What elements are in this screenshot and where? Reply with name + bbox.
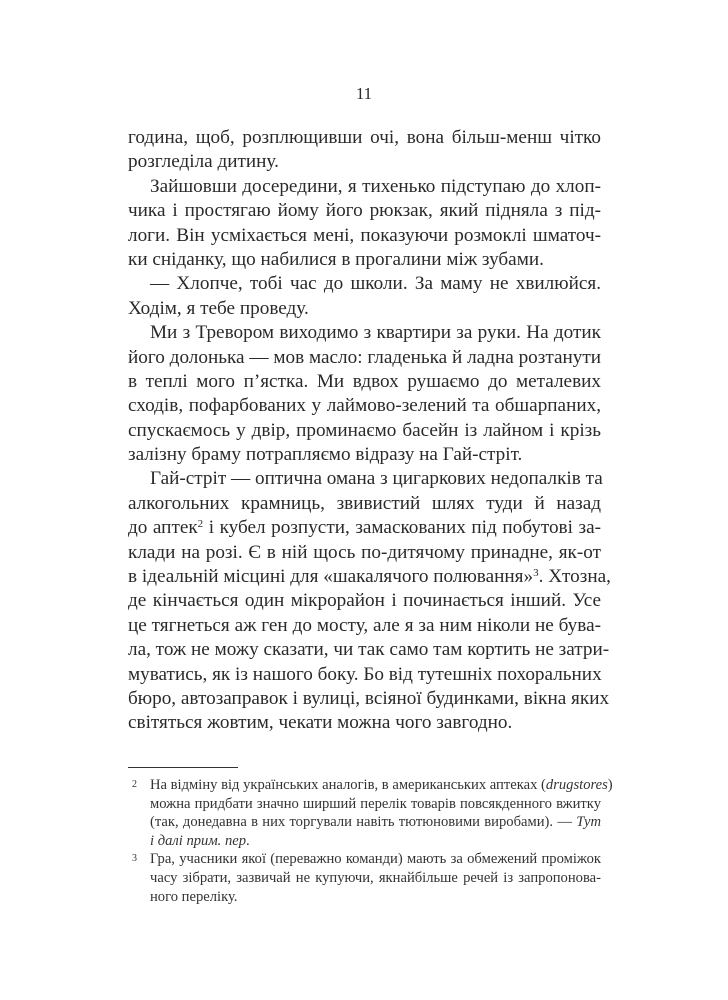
text-segment: спускаємось у двір, проминаємо басейн із лайном і крізь	[128, 419, 601, 441]
text-line	[128, 394, 601, 418]
text-segment: в теплі мого п’ястка. Ми вдвох рушаємо до металевих	[128, 370, 601, 392]
text-line	[128, 492, 601, 516]
text-line	[128, 224, 601, 248]
text-segment: клади на розі. Є в ній щось по-дитячому принадне, як-от	[128, 541, 601, 563]
text-line	[128, 638, 610, 662]
text-line	[128, 711, 601, 735]
footnote-line	[150, 776, 613, 795]
text-line	[128, 272, 601, 296]
text-segment: розгледіла дитину.	[128, 151, 279, 173]
text-segment: Ходім, я тебе проведу.	[128, 297, 309, 319]
footnote-ref[interactable]: 2	[197, 518, 204, 531]
text-segment: Ми з Тревором виходимо з квартири за руки. На дотик	[150, 322, 601, 344]
text-line	[128, 443, 601, 467]
footnote-number: 3	[132, 853, 137, 865]
paragraph	[128, 175, 601, 273]
text-segment: логи. Він усміхається мені, показуючи розмоклі шматоч-	[128, 224, 601, 246]
text-line	[128, 663, 601, 687]
text-segment: Гай-стріт — оптична омана з цигаркових недопалків та	[150, 468, 603, 490]
text-segment: це тягнеться аж ген до мосту, але я за ним ніколи не бува-	[128, 614, 601, 636]
text-segment: ки сніданку, що набилися в прогалини між зубами.	[128, 248, 544, 270]
text-line	[128, 150, 601, 174]
text-line	[128, 126, 601, 150]
paragraph	[128, 467, 611, 735]
text-segment: в ідеальній місцині для «шакалячого полювання»	[128, 566, 534, 588]
text-segment: Зайшовши досередини, я тихенько підступаю до хлоп-	[150, 175, 601, 197]
footnote-line	[150, 813, 601, 832]
footnote-line	[150, 888, 601, 907]
page-number: 11	[355, 84, 373, 103]
text-segment: ла, тож не можу сказати, чи так само там кортить не затри-	[128, 639, 610, 661]
text-line	[128, 541, 601, 565]
text-segment: . Хтозна,	[538, 566, 611, 588]
footnote-line	[150, 832, 601, 851]
italic-text: Тут	[576, 814, 601, 831]
text-segment: бюро, автозаправок і вулиці, всіяної будинками, вікна яких	[128, 687, 610, 709]
footnotes	[128, 776, 613, 906]
footnote-line	[150, 869, 601, 888]
text-segment: година, щоб, розплющивши очі, вона більш-менш чітко	[128, 127, 601, 148]
text-segment: до аптек	[128, 517, 198, 539]
italic-text: drugstores	[545, 777, 608, 793]
text-line	[128, 370, 601, 394]
text-segment: Гра, учасники якої (переважно команди) мають за обмежений проміжок	[150, 851, 601, 868]
text-line	[128, 687, 610, 711]
italic-text: і далі прим. пер	[150, 832, 247, 849]
footnote-divider	[128, 767, 238, 768]
text-line	[128, 614, 601, 638]
text-segment: )	[607, 777, 613, 793]
text-segment: світяться жовтим, чекати можна чого завгодно.	[128, 712, 513, 734]
body-text	[128, 126, 611, 736]
text-line	[128, 516, 601, 540]
paragraph	[128, 321, 601, 467]
text-segment: його долонька — мов масло: гладенька й ладна розтанути	[128, 346, 601, 368]
text-segment: чика і простягаю йому його рюкзак, який підняла з під-	[128, 200, 601, 222]
text-line	[128, 175, 601, 199]
footnote-line	[150, 795, 601, 814]
text-line	[128, 419, 601, 443]
text-line	[128, 589, 601, 613]
paragraph	[128, 126, 601, 175]
text-segment: .	[246, 832, 250, 849]
text-segment: залізну браму потрапляємо відразу на Гай-стріт.	[128, 444, 523, 466]
text-segment: алкогольних крамниць, звивистий шлях туди й назад	[128, 492, 601, 514]
footnote-ref[interactable]: 3	[533, 567, 539, 580]
text-segment: муватись, як із нашого боку. Бо від тутешніх похоральних	[128, 663, 602, 685]
footnote-number: 2	[132, 779, 137, 790]
text-line	[128, 199, 601, 223]
text-line	[128, 321, 601, 345]
paragraph	[128, 272, 601, 321]
text-segment: сходів, пофарбованих у лаймово-зелений та обшарпаних,	[128, 395, 601, 417]
text-segment: ного переліку.	[150, 888, 238, 905]
text-segment: де кінчається один мікрорайон і починається інший. Усе	[128, 590, 601, 612]
footnote	[128, 776, 613, 850]
text-segment: і кубел розпусти, замаскованих під побутові за-	[203, 517, 601, 539]
text-line	[128, 346, 601, 370]
text-line	[128, 467, 601, 491]
footnote-line	[150, 850, 601, 869]
text-line	[128, 248, 601, 272]
text-segment: можна придбати значно ширший перелік товарів повсякденного вжитку	[150, 795, 601, 812]
text-segment: (так, донедавна в них торгували навіть тютюновими виробами). —	[150, 814, 577, 831]
text-segment: часу зібрати, зазвичай не купуючи, якнайбільше речей із запропонова-	[150, 869, 601, 886]
text-line	[128, 297, 601, 321]
text-segment: На відміну від українських аналогів, в американських аптеках (	[150, 777, 546, 793]
footnote	[128, 850, 601, 906]
text-segment: — Хлопче, тобі час до школи. За маму не хвилюйся.	[150, 273, 601, 295]
text-line	[128, 565, 611, 589]
